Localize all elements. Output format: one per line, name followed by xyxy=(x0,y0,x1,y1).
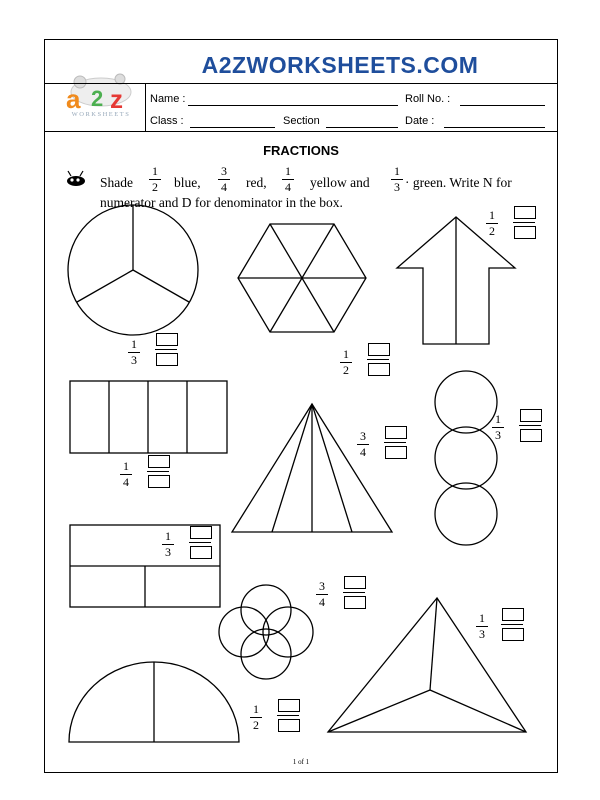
instruction-green: · green. Write N for xyxy=(405,175,512,190)
denominator-box[interactable] xyxy=(278,719,300,732)
rectangle-fourths-shape[interactable] xyxy=(70,381,227,453)
fraction-label-circle-thirds: 1 3 xyxy=(128,338,140,367)
fraction-label-rectangle-fourths: 1 4 xyxy=(120,460,132,489)
name-label: Name : xyxy=(150,93,186,105)
roll-label: Roll No. : xyxy=(405,93,451,105)
four-petal-flower-shape[interactable] xyxy=(219,585,313,679)
fraction-label-four-petal-flower: 3 4 xyxy=(316,580,328,609)
instruction-blue: blue, xyxy=(174,175,201,190)
logo-caption: WORKSHEETS xyxy=(71,111,131,118)
page-number: 1 of 1 xyxy=(292,758,310,766)
numerator-box[interactable] xyxy=(278,699,300,712)
fraction-label-semicircle-halves: 1 2 xyxy=(250,703,262,732)
svg-text:z: z xyxy=(110,84,123,114)
svg-text:a: a xyxy=(66,84,81,114)
circle-thirds-shape[interactable] xyxy=(68,205,198,335)
instr-fraction-half: 1 2 xyxy=(149,165,161,194)
answer-boxes-square-grid[interactable] xyxy=(190,526,212,559)
denominator-box[interactable] xyxy=(514,226,536,239)
triangle-thirds-shape[interactable] xyxy=(328,598,526,732)
instr-fraction-third: 1 3 xyxy=(391,165,403,194)
answer-boxes-circle-thirds[interactable] xyxy=(156,333,178,366)
fraction-label-square-grid: 1 3 xyxy=(162,530,174,559)
fraction-label-three-circles: 1 3 xyxy=(492,413,504,442)
numerator-box[interactable] xyxy=(368,343,390,356)
instr-fraction-three-quarters: 3 4 xyxy=(218,165,230,194)
numerator-box[interactable] xyxy=(156,333,178,346)
class-label: Class : xyxy=(150,115,184,127)
denominator-box[interactable] xyxy=(344,596,366,609)
site-title: A2ZWORKSHEETS.COM xyxy=(201,52,479,78)
answer-boxes-arrow-halves[interactable] xyxy=(514,206,536,239)
svg-text:2: 2 xyxy=(91,86,104,111)
numerator-box[interactable] xyxy=(148,455,170,468)
worksheet-title: FRACTIONS xyxy=(263,143,339,158)
denominator-box[interactable] xyxy=(520,429,542,442)
denominator-box[interactable] xyxy=(385,446,407,459)
fraction-label-triangle-fan: 3 4 xyxy=(357,430,369,459)
answer-boxes-rectangle-fourths[interactable] xyxy=(148,455,170,488)
numerator-box[interactable] xyxy=(514,206,536,219)
instr-fraction-quarter: 1 4 xyxy=(282,165,294,194)
three-circles-shape[interactable] xyxy=(435,371,497,545)
instruction-red: red, xyxy=(246,175,267,190)
denominator-box[interactable] xyxy=(190,546,212,559)
numerator-box[interactable] xyxy=(385,426,407,439)
answer-boxes-triangle-thirds[interactable] xyxy=(502,608,524,641)
numerator-box[interactable] xyxy=(190,526,212,539)
triangle-fan-shape[interactable] xyxy=(232,404,392,532)
denominator-box[interactable] xyxy=(368,363,390,376)
semicircle-halves-shape[interactable] xyxy=(69,662,239,742)
section-label: Section xyxy=(283,115,320,127)
numerator-box[interactable] xyxy=(502,608,524,621)
answer-boxes-semicircle-halves[interactable] xyxy=(278,699,300,732)
fraction-label-triangle-thirds: 1 3 xyxy=(476,612,488,641)
fraction-label-arrow-halves: 1 2 xyxy=(486,209,498,238)
hexagon-sixths-shape[interactable] xyxy=(238,224,366,332)
instruction-yellow: yellow and xyxy=(310,175,370,190)
fraction-label-hexagon-sixths: 1 2 xyxy=(340,348,352,377)
answer-boxes-four-petal-flower[interactable] xyxy=(344,576,366,609)
date-label: Date : xyxy=(405,115,435,127)
denominator-box[interactable] xyxy=(148,475,170,488)
instruction-line2: numerator and D for denominator in the box. xyxy=(100,195,343,210)
answer-boxes-three-circles[interactable] xyxy=(520,409,542,442)
instruction-shade: Shade xyxy=(100,175,133,190)
numerator-box[interactable] xyxy=(344,576,366,589)
denominator-box[interactable] xyxy=(156,353,178,366)
numerator-box[interactable] xyxy=(520,409,542,422)
answer-boxes-triangle-fan[interactable] xyxy=(385,426,407,459)
answer-boxes-hexagon-sixths[interactable] xyxy=(368,343,390,376)
denominator-box[interactable] xyxy=(502,628,524,641)
